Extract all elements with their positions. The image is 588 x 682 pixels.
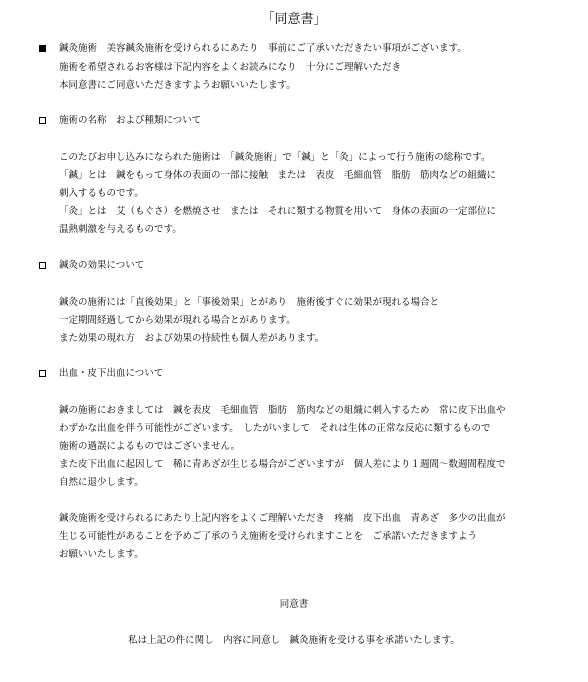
section-line: 「鍼」とは 鍼をもって身体の表面の一部に接触 または 表皮 毛細血管 脂肪 筋肉などの組織に xyxy=(59,170,497,181)
spacer xyxy=(39,276,579,294)
hollow-square-bullet-icon xyxy=(39,370,46,377)
section-line: また効果の現れ方 および効果の持続性も個人差があります。 xyxy=(59,333,325,344)
section-line: このたびお申し込みになられた施術は 「鍼灸施術」で「鍼」と「灸」によって行う施術の総称です。 xyxy=(59,152,491,163)
consent-statement: 私は上記の件に関し 内容に同意し 鍼灸施術を受ける事を承諾いたします。 xyxy=(128,635,460,646)
section-head xyxy=(39,113,579,131)
hollow-square-bullet-icon xyxy=(39,117,46,124)
section-line: 鍼灸の施術には「直後効果」と「事後効果」とがあり 施術後すぐに効果が現れる場合と xyxy=(59,297,440,308)
section-effects xyxy=(39,258,579,348)
section-treatment-name xyxy=(39,113,579,239)
section-line: 刺入するものです。 xyxy=(59,188,144,199)
section-line: 温熱刺激を与えるものです。 xyxy=(59,224,182,235)
spacer xyxy=(39,492,579,510)
document-title: 「同意書」 xyxy=(261,12,327,27)
spacer xyxy=(39,384,579,402)
section-line: 一定期間経過してから効果が現れる場合とがあります。 xyxy=(59,315,296,326)
intro-head xyxy=(39,41,579,59)
spacer xyxy=(39,131,579,149)
section-line: 鍼の施術におきましては 鍼を表皮 毛細血管 脂肪 筋肉などの組織に刺入するため 常に皮下出血や xyxy=(59,405,506,416)
section-line: お願いいたします。 xyxy=(59,549,144,560)
section-line: わずかな出血を伴う可能性がございます。 したがいまして それは生体の正常な反応に類するもので xyxy=(59,423,491,434)
section-head xyxy=(39,366,579,384)
section-line: 自然に退少します。 xyxy=(59,477,144,488)
section-line: 施術の過誤によるものではございません。 xyxy=(59,441,241,452)
section-heading: 出血・皮下出血について xyxy=(59,368,164,379)
section-bleeding xyxy=(39,366,579,564)
section-line: 「灸」とは 艾（もぐさ）を燃焼させ または それに類する物質を用いて 身体の表面の一定部位に xyxy=(59,206,497,217)
intro-line: 施術を希望されるお客様は下記内容をよくお読みになり 十分にご理解いただき xyxy=(59,62,402,73)
consent-heading: 同意書 xyxy=(279,599,309,610)
intro-line: 鍼灸施術 美容鍼灸施術を受けられるにあたり 事前にご了承いただきたい事項がございます。 xyxy=(59,43,467,54)
filled-square-bullet-icon xyxy=(39,45,46,52)
section-line: また皮下出血に起因して 稀に青あざが生じる場合がございますが 個人差により１週間～数週間程度で xyxy=(59,459,506,470)
section-line: 生じる可能性があることを予めご了承のうえ施術を受けられますことを ご承諾いただきますよう xyxy=(59,531,478,542)
hollow-square-bullet-icon xyxy=(39,262,46,269)
section-heading: 施術の名称 および種類について xyxy=(59,115,202,126)
intro-section xyxy=(39,41,579,95)
intro-line: 本同意書にご同意いただきますようお願いいたします。 xyxy=(59,80,296,91)
section-head xyxy=(39,258,579,276)
section-heading: 鍼灸の効果について xyxy=(59,260,145,271)
section-line: 鍼灸施術を受けられるにあたり上記内容をよくご理解いただき 疼痛 皮下出血 青あざ 多少の出血が xyxy=(59,513,506,524)
